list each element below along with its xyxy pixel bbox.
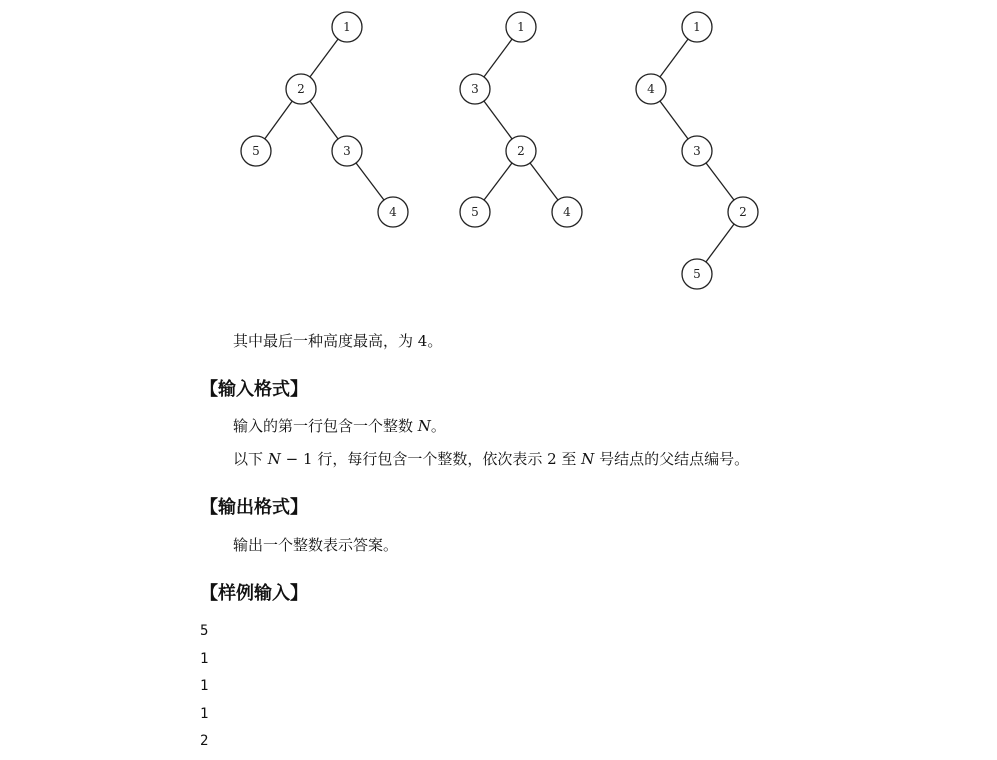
sample-input-line-2: 1 [200, 650, 209, 667]
input-line1-var: N [417, 417, 431, 435]
tree-figure-3 [636, 12, 758, 289]
tree1-node-4 [378, 197, 408, 227]
input-format-line-2 [233, 449, 749, 469]
input-format-heading: 【输入格式】 [200, 379, 308, 400]
svg-text:4: 4 [563, 205, 571, 219]
svg-text:2: 2 [517, 144, 525, 158]
svg-text:3: 3 [693, 144, 701, 158]
input-line2-post: 号结点的父结点编号。 [594, 450, 750, 468]
input-line2-var: N [267, 450, 281, 468]
tree3-node-4 [636, 74, 666, 104]
sample-input-line-4: 1 [200, 705, 209, 722]
tree3-node-5 [682, 259, 712, 289]
tree2-node-2 [506, 136, 536, 166]
output-format-line-1 [233, 535, 398, 555]
tree-figure-2 [460, 12, 582, 227]
tree2-node-5 [460, 197, 490, 227]
svg-text:5: 5 [693, 267, 701, 281]
sample-input-heading: 【样例输入】 [200, 583, 308, 604]
svg-text:1: 1 [693, 20, 701, 34]
tree1-node-1 [332, 12, 362, 42]
input-line2-mid: − 1 行，每行包含一个整数，依次表示 2 至 [280, 450, 582, 468]
note-text: 其中最后一种高度最高，为 4。 [233, 332, 443, 350]
sample-input-line-1: 5 [200, 623, 209, 639]
svg-text:4: 4 [647, 82, 655, 96]
svg-text:2: 2 [739, 205, 747, 219]
tree1-node-3 [332, 136, 362, 166]
tree2-node-4 [552, 197, 582, 227]
sample-input-block [200, 621, 208, 759]
input-line1-pre: 输入的第一行包含一个整数 [233, 417, 418, 435]
tree3-node-2 [728, 197, 758, 227]
tree1-node-2 [286, 74, 316, 104]
tree3-node-1 [682, 12, 712, 42]
tree2-node-1 [506, 12, 536, 42]
svg-text:2: 2 [297, 82, 305, 96]
svg-text:3: 3 [471, 82, 479, 96]
svg-text:1: 1 [343, 20, 351, 34]
sample-input-line-5: 2 [200, 733, 209, 749]
tree-figure-1 [241, 12, 408, 227]
svg-text:1: 1 [517, 20, 525, 34]
tree1-node-5 [241, 136, 271, 166]
svg-text:3: 3 [343, 144, 351, 158]
svg-text:5: 5 [252, 144, 260, 158]
sample-input-line-3: 1 [200, 678, 209, 694]
output-line1-text: 输出一个整数表示答案。 [233, 536, 399, 554]
tree-figures [0, 0, 997, 300]
input-line2-var2: N [581, 450, 595, 468]
svg-text:5: 5 [471, 205, 479, 219]
tree2-node-3 [460, 74, 490, 104]
note-paragraph [233, 331, 442, 351]
input-line2-pre: 以下 [233, 450, 268, 468]
svg-text:4: 4 [389, 205, 397, 219]
output-format-heading: 【输出格式】 [200, 497, 308, 518]
input-format-line-1 [233, 416, 446, 436]
tree3-node-3 [682, 136, 712, 166]
input-line1-post: 。 [430, 417, 446, 435]
